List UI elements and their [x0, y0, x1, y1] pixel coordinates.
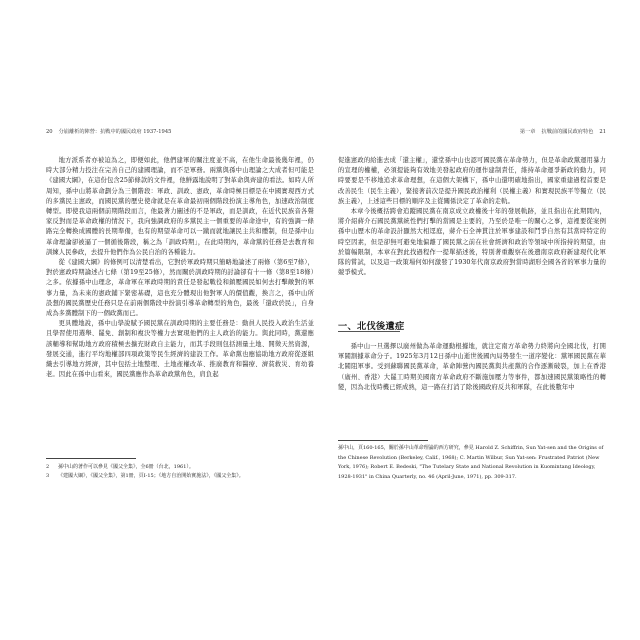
left-paragraph: 更具體地說，孫中山學說賦予國民黨在訓政時期的主要任務是：動員人民投入政治生活並且學習使用選舉、罷免、創制和複決等權力去實現他們的主人政治的能力。與此同時，黨還應該輔導和幫助地方政府積極去擴充財政自主能力，而其手段則包括測量土地、開徵天然資源，發展交通，進行平均地權部四項政策等民生經濟的建設工作。革命黨也應協助地方政府從逐組織去引導地方經濟，其中包括土地整理、土地產權改革、推廣教育和醫療、濟貧救災、育幼養老。因此在孫中山看來，國民黨應作為革命政黨角色，肩負起 [46, 320, 314, 379]
left-page [46, 128, 314, 520]
right-paragraph: 促進憲政的給進去成「還主權」，還堂孫中山也認可國民黨在革命勢力，但是革命政黨運用暴力的宣理的權權，必須提能夠有效地美發起政府的運作建制責任，維持革命運爭新政的動力，同時要要是不移地追求革命理想，在這個大架構下，孫中山還明確地指出，國家重建過程首要是改善民生（民生主義），緊接著前次是提升國民政治權利（民權主義）和實現民族平等獨立（民族主義），上述這些目標的順序及主從關係決定了革命的走軌。 [338, 157, 606, 205]
footnote [46, 472, 314, 481]
footnote [46, 463, 314, 472]
right-footnote-rule [338, 440, 428, 441]
section-underline [338, 331, 400, 332]
section-number: 一 [338, 321, 348, 332]
section-paragraph: 孫中山一旦選擇以廣州做為革命運動根據地，就注定南方革命勢力終將向全國北伐，打開軍閥割據革命分子。1925年3月12日孫中山逝世後國內局勢發生一道序變化：黨軍國民黨在華北閥阻軍事。受到蘇聯國民黨革命，革命陣營內國民黨與共產黨的合作逐漸破裂，加上在香港（廣州、香港）大罷工時期美國南方革命政府不斷施加壓力等事件，都加速國民黨策略性的轉變，因為北伐時機已經成熟，這一路在打消了除後國政府反共和軍隊，在此後數年中 [338, 343, 606, 391]
section-dash: 、 [347, 321, 357, 332]
footnote [338, 444, 606, 482]
right-running-head [338, 128, 606, 137]
right-page-number: 21 [599, 129, 606, 135]
right-chapter-label: 第一章 [519, 129, 536, 135]
right-paragraph: 本章今後概括跨會追蹤國民黨在南京成立政權後十年的發展軌跡，並且指出在此期間內，將介紹蔣介石國民黨黨統性們打擊的當國是主要的，乃至於是唯一的關心之事，這裡要從案例孫中山歷木的革命設計顯然大相逕庭，蔣介石全神貫注於軍事建設和鬥爭自然有其當時特定的時空因素，但是卻無可避免地偏離了國民黨之前在社會經濟和政治等領域中所指持的期望，由於篇幅限制，本章在對此找過程作一提單描述後，特別著重觀察在後遺南京政府新建現代化軍隊的嘗試，以及這一政策場何如何激發了1930年代南京政府對當時湖形全國各省的軍事力量的競爭模式。 [338, 208, 606, 277]
right-page [338, 128, 606, 520]
footnote-text: 孫中山，頁160-165，關於孫中山革命理論的西方研究，參見 Harold Z. Schiffrin, Sun Yat-sen and the Origins of the Chinese Revolution (Berkeley, Calif., 1968); C. Martin Wilbur, Sun Yat-sen: Frustrated Patriot (New York, 1976); Robert E. Bedeski, "The Tutelary State and National Revolution in Kuomintang Ideology, 1928-1931" in China Quarterly, no. 46 (April-June, 1971), pp. 309-317. [338, 445, 604, 480]
left-footnotes [46, 463, 314, 482]
right-body-text [338, 156, 606, 308]
left-page-number: 20 [46, 129, 53, 135]
footnote-text: 孫中山的著作可以參見《國父全集》，全6冊（台北，1961）。 [58, 464, 194, 470]
right-footnotes [338, 444, 606, 512]
left-body-text [46, 156, 314, 452]
section-title: 北伐後遺症 [357, 321, 405, 332]
left-paragraph: 地方派系者亦被迫為之，即便如此，他們建軍的關注度並不高，在他生命最後幾年裡，仍時大部分精力投注在完善自己的建國理論，而不是軍務。兩黨與孫中山理論之大成者但可能是《建國大綱》，在這份包含25節條款的文件裡，他鮮露地說明了對革命與齊建的看法。如時人所周知，孫中山將革命劃分為三個階段：軍政、訓政、憲政，革命時極目標是在中國實現西方式的多黨民主憲政，而國民黨的歷史使命就是在革命最初兩個階段扮演主導角色，加速政治制度轉型。即使我這兩個前期階段而言，他最著力闡述的不是軍政，而是訓政，在近代民族音各聲家反對而是革命政權的情況下，我向強調政府的多黨民主一個重要的革命途中，有的強調一條路完全轉換成國體的長期準備，也有的期望革命可以一蹴而就地讓民主共和體制，但是孫中山革命理論卻被逼了一個循後階段，稱之為「訓政時期」，在此時期內，革命黨的任務是去教育和訓練人民參政，去提升他們作為公民自治的各種能力。 [46, 157, 314, 256]
right-chapter-title: 抗戰前的國民政府特色 [541, 129, 594, 135]
left-book-title: 分崩離析的陣營：抗戰中的國民政府 1937-1945 [58, 129, 172, 135]
footnote-number: 3 [46, 473, 50, 480]
section-body-text [338, 342, 606, 416]
section-heading [338, 318, 404, 332]
footnote-text: 《建國大綱》，《國父全集》，第1冊，頁I-15；《地方自治開始實施法》，《國父全集》。 [58, 473, 244, 480]
footnote-number: 2 [46, 464, 50, 470]
left-running-head [46, 128, 314, 137]
left-footnote-rule [46, 458, 136, 459]
left-paragraph: 從《建國大綱》的條例可以清楚看出，它對於軍政時期只簡略地論述了兩條（第6至7條），對於憲政時期論述占七條（第19至25條），然而關於訓政時期的討論卻有十一條（第8至18條）之多。依據孫中山理念，革命軍在軍政時期的責任是發起戰役和鎮壓國民如何去打擊敵對的軍事力量，為未來的憲政鋪下緊密基礎，這也充分體現出他對軍人的價值觀，換言之，孫中山所設想的國民黨歷史任務只是在前兩個階段中扮演引導革命轉型的角色，最後「還政於民」，自身成為多黨體制下的一個政黨而已。 [46, 259, 314, 318]
